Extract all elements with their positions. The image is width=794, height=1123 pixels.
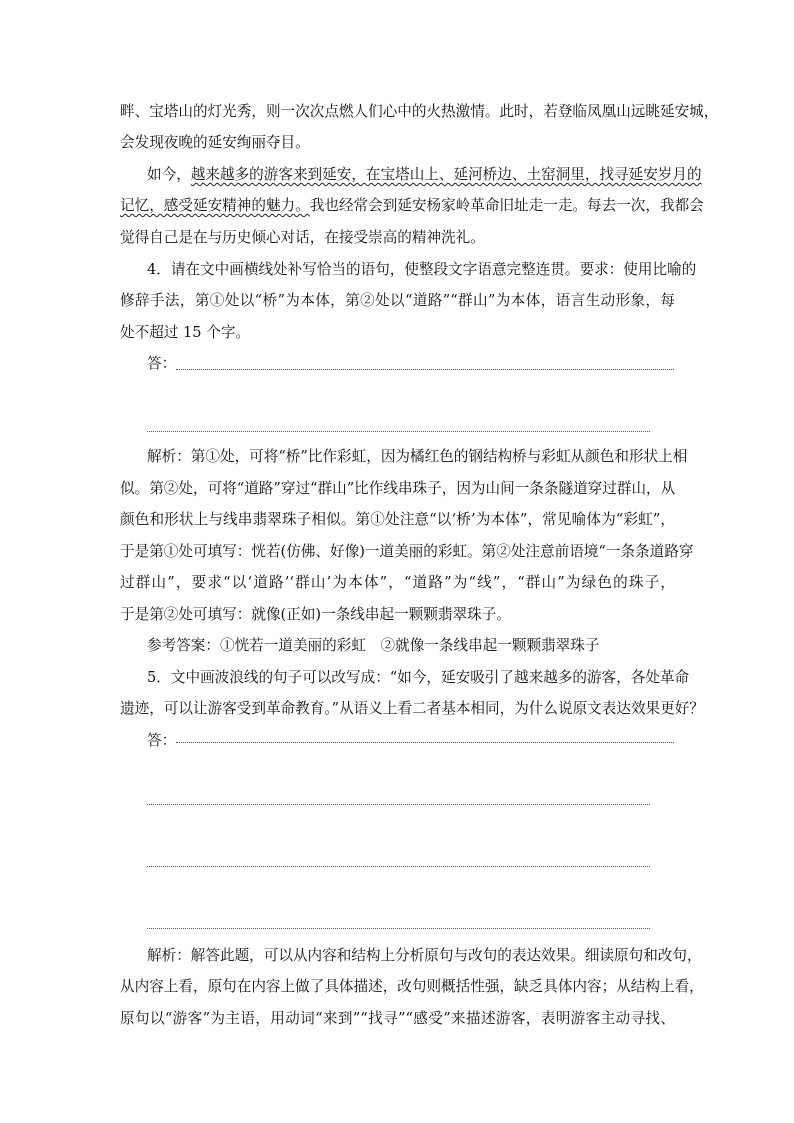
answer-label: 答： <box>147 732 177 749</box>
question-5: 5．文中画波浪线的句子可以改写成：“如今，延安吸引了越来越多的游客，各处革命 <box>147 669 690 686</box>
answer-line[interactable] <box>147 866 650 867</box>
question-4: 修辞手法，第①处以“桥”为本体，第②处以“道路”“群山”为本体，语言生动形象，每 <box>120 292 675 309</box>
paragraph-line: 会发现夜晚的延安绚丽夺目。 <box>120 134 310 151</box>
reference-answer: 参考答案：①恍若一道美丽的彩虹 ②就像一条线串起一颗颗翡翠珠子 <box>147 637 600 654</box>
answer-line[interactable] <box>176 742 674 743</box>
question-4: 4．请在文中画横线处补写恰当的语句，使整段文字语意完整连贯。要求：使用比喻的 <box>147 261 697 278</box>
analysis-text: 于是第①处可填写：恍若(仿佛、好像)一道美丽的彩虹。第②处注意前语境“一条条道路穿 <box>120 543 694 560</box>
paragraph-line: 觉得自己是在与历史倾心对话，在接受崇高的精神洗礼。 <box>120 229 485 246</box>
answer-line[interactable] <box>147 804 650 805</box>
analysis-text: 颜色和形状上与线串翡翠珠子相似。第①处注意“以‘桥’为本体”，常见喻体为“彩虹”， <box>120 511 675 528</box>
paragraph-line <box>147 165 702 185</box>
wavy-underlined-sentence: 记忆，感受延安精神的魅力。 <box>120 197 310 214</box>
question-5: 遗迹，可以让游客受到革命教育。”从语义上看二者基本相同，为什么说原文表达效果更好？ <box>120 700 704 717</box>
answer-line[interactable] <box>147 928 650 929</box>
question-4: 处不超过 15 个字。 <box>120 324 251 341</box>
analysis-text: 于是第②处可填写：就像(正如)一条线串起一颗颗翡翠珠子。 <box>120 606 511 623</box>
paragraph-line: 畔、宝塔山的灯光秀，则一次次点燃人们心中的火热激情。此时，若登临凤凰山远眺延安城， <box>120 103 719 120</box>
analysis-text: 原句以“游客”为主语，用动词“来到”“找寻”“感受”来描述游客，表明游客主动寻找、 <box>120 1010 675 1027</box>
analysis-text: 从内容上看，原句在内容上做了具体描述，改句则概括性强，缺乏具体内容；从结构上看， <box>120 978 704 995</box>
analysis-text: 解析：解答此题，可以从内容和结构上分析原句与改句的表达效果。细读原句和改句， <box>147 947 702 964</box>
wavy-underlined-sentence: 越来越多的游客来到延安，在宝塔山上、延河桥边、土窑洞里，找寻延安岁月的 <box>190 166 702 183</box>
paragraph-line <box>120 196 704 216</box>
answer-line[interactable] <box>147 431 650 432</box>
analysis-text: 似。第②处，可将“道路”穿过“群山”比作线串珠子，因为山间一条条隧道穿过群山，从 <box>120 480 676 497</box>
answer-label: 答： <box>147 355 177 372</box>
analysis-text: 解析：第①处，可将“桥”比作彩虹，因为橘红色的钢结构桥与彩虹从颜色和形状上相 <box>147 448 688 465</box>
answer-line[interactable] <box>176 369 674 370</box>
analysis-text: 过群山”，要求“以‘道路’‘群山’为本体”，“道路”为“线”，“群山”为绿色的珠子， <box>120 574 675 591</box>
plain-text: 如今， <box>147 166 191 183</box>
plain-text: 我也经常会到延安杨家岭革命旧址走一走。每去一次，我都会 <box>309 197 704 214</box>
